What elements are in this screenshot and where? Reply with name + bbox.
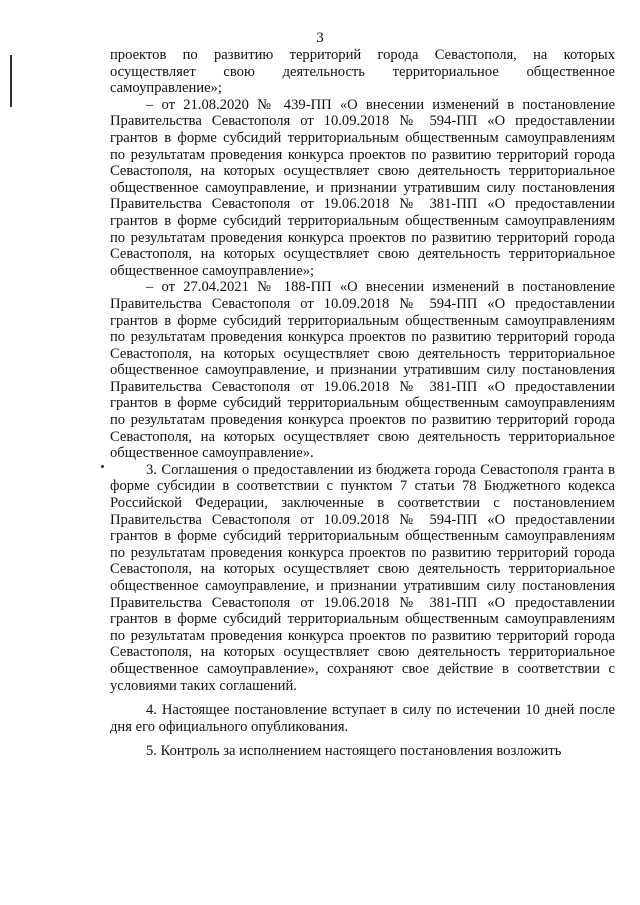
paragraph-item-5: 5. Контроль за исполнением настоящего постановления возложить <box>146 743 562 760</box>
scan-dot-mark <box>101 465 104 468</box>
paragraph-continuation: проектов по развитию территорий города Севастополя, на которых осуществляет свою деятельность территориальное общественное самоуправление»; <box>110 47 615 97</box>
paragraph-item-4: 4. Настоящее постановление вступает в силу по истечении 10 дней после дня его официального опубликования. <box>110 702 615 735</box>
paragraph-item-3: 3. Соглашения о предоставлении из бюджета города Севастополя гранта в форме субсидии в соответствии с пунктом 7 статьи 78 Бюджетного кодекса Российской Федерации, заключенные в соответствии с постановлением Правительства Севастополя от 10.09.2018 № 594-ПП «О предоставлении грантов в форме субсидий территориальным общественным самоуправлениям по результатам проведения конкурса проектов по развитию территорий города Севастополя, на которых осуществляет свою деятельность территориальное общественное самоуправление, и признании утратившим силу постановления Правительства Севастополя от 19.06.2018 № 381-ПП «О предоставлении грантов в форме субсидий территориальным общественным самоуправлениям по результатам проведения конкурса проектов по развитию территорий города Севастополя, на которых осуществляет свою деятельность территориальное общественное самоуправление», сохраняют свое действие в соответствии с условиями таких соглашений. <box>110 461 615 694</box>
paragraph-amendment-2020: – от 21.08.2020 № 439-ПП «О внесении изменений в постановление Правительства Севастополя от 10.09.2018 № 594-ПП «О предоставлении грантов в форме субсидий территориальным общественным самоуправлениям по результатам проведения конкурса проектов по развитию территорий города Севастополя, на которых осуществляет свою деятельность территориальное общественное самоуправление, и признании утратившим силу постановления Правительства Севастополя от 19.06.2018 № 381-ПП «О предоставлении грантов в форме субсидий территориальным общественным самоуправлениям по результатам проведения конкурса проектов по развитию территорий города Севастополя, на которых осуществляет свою деятельность территориальное общественное самоуправление»; <box>110 96 615 279</box>
page-number: 3 <box>316 30 324 46</box>
paragraph-amendment-2021: – от 27.04.2021 № 188-ПП «О внесении изменений в постановление Правительства Севастополя от 10.09.2018 № 594-ПП «О предоставлении грантов в форме субсидий территориальным общественным самоуправлениям по результатам проведения конкурса проектов по развитию территорий города Севастополя, на которых осуществляет свою деятельность территориальное общественное самоуправление, и признании утратившим силу постановления Правительства Севастополя от 19.06.2018 № 381-ПП «О предоставлении грантов в форме субсидий территориальным общественным самоуправлениям по результатам проведения конкурса проектов по развитию территорий города Севастополя, на которых осуществляет свою деятельность территориальное общественное самоуправление». <box>110 279 615 462</box>
scan-margin-mark <box>0 55 12 107</box>
document-body <box>110 47 615 760</box>
